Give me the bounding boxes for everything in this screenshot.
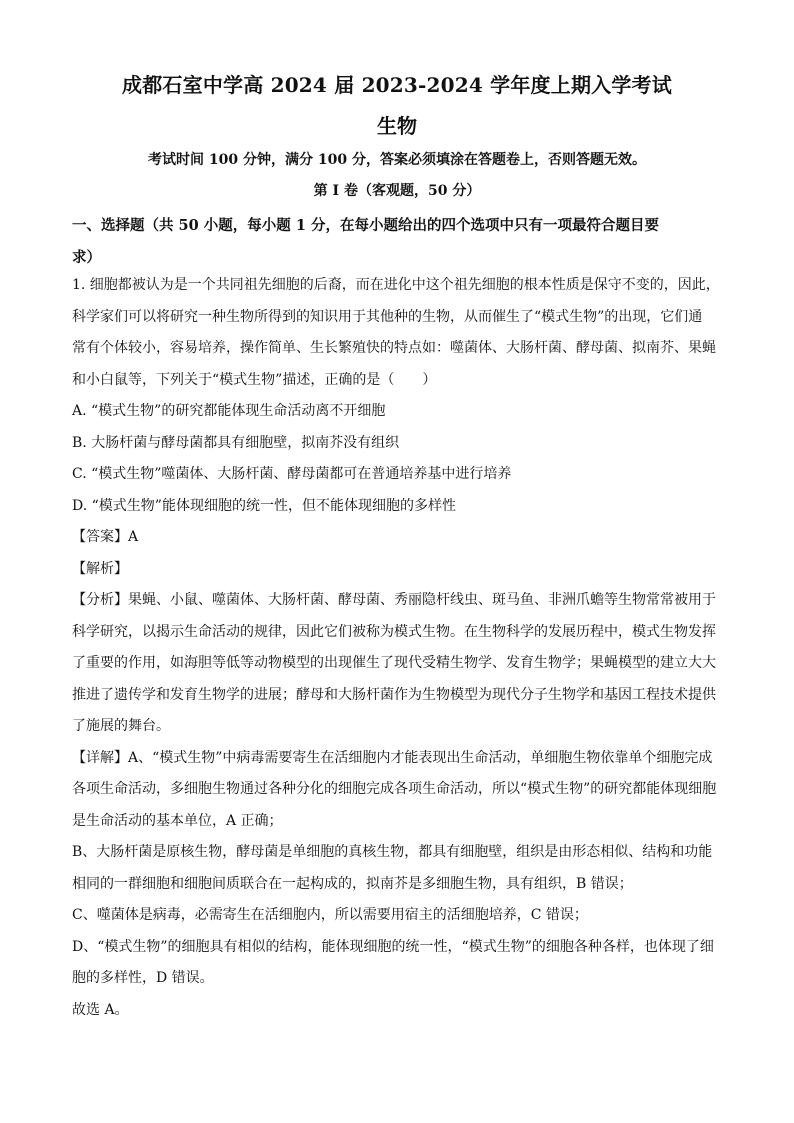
answer-label: 【答案】	[72, 529, 128, 545]
fenxi-line: 了重要的作用，如海胆等低等动物模型的出现催生了现代受精生物学、发育生物学；果蝇模型的建立大大	[72, 655, 716, 671]
answer-line	[72, 522, 722, 554]
xiangjie-line: 各项生命活动，多细胞生物通过各种分化的细胞完成各项生命活动，所以“模式生物”的研究都能体现细胞	[72, 781, 717, 797]
question-stem-line: 和小白鼠等，下列关于“模式生物”描述，正确的是（ ）	[72, 371, 437, 388]
fenxi-line: 推进了遗传学和发育生物学的进展；酵母和大肠杆菌作为生物模型为现代分子生物学和基因工程技术提供	[72, 686, 716, 703]
option-a: A. “模式生物”的研究都能体现生命活动离不开细胞	[72, 403, 386, 419]
answer-value: A	[128, 529, 139, 545]
fenxi-label: 【分析】	[72, 592, 128, 608]
exam-title: 成都石室中学高 2024 届 2023-2024 学年度上期入学考试	[122, 73, 672, 97]
xiangjie-line: D、“模式生物”的细胞具有相似的结构，能体现细胞的统一性，“模式生物”的细胞各种各样，也体现了细	[72, 938, 714, 955]
conclusion-line: 故选 A。	[72, 1001, 129, 1018]
fenxi-line: 科学研究，以揭示生命活动的规律，因此它们被称为模式生物。在生物科学的发展历程中，模式生物发挥	[72, 623, 716, 640]
xiangjie-line	[72, 743, 722, 775]
question-stem-line: 1. 细胞都被认为是一个共同祖先细胞的后裔，而在进化中这个祖先细胞的根本性质是保守不变的，因此，	[72, 277, 720, 293]
exam-instructions: 考试时间 100 分钟，满分 100 分，答案必须填涂在答题卷上，否则答题无效。	[148, 152, 646, 168]
option-b: B. 大肠杆菌与酵母菌都具有细胞壁，拟南芥没有组织	[72, 434, 400, 451]
fenxi-text: 果蝇、小鼠、噬菌体、大肠杆菌、酵母菌、秀丽隐杆线虫、斑马鱼、非洲爪蟾等生物常常被用于	[128, 592, 716, 608]
part-one-heading	[72, 210, 722, 273]
section-heading: 第 I 卷（客观题，50 分）	[313, 183, 481, 199]
xiangjie-label: 【详解】	[72, 749, 128, 766]
option-c: C. “模式生物”噬菌体、大肠杆菌、酵母菌都可在普通培养基中进行培养	[72, 466, 512, 482]
analysis-label: 【解析】	[72, 560, 128, 577]
fenxi-line: 了施展的舞台。	[72, 718, 170, 734]
option-d: D. “模式生物”能体现细胞的统一性，但不能体现细胞的多样性	[72, 497, 456, 514]
xiangjie-line: B、大肠杆菌是原核生物，酵母菌是单细胞的真核生物，都具有细胞壁，组织是由形态相似、结构和功能	[72, 844, 713, 860]
subject-title: 生物	[377, 114, 417, 138]
fenxi-line	[72, 585, 722, 617]
question-1	[72, 270, 722, 1026]
xiangjie-line: C、噬菌体是病毒，必需寄生在活细胞内，所以需要用宿主的活细胞培养，C 错误；	[72, 907, 588, 923]
question-stem-line: 常有个体较小，容易培养，操作简单、生长繁殖快的特点如：噬菌体、大肠杆菌、酵母菌、拟南芥、果蝇	[72, 340, 716, 356]
part-one-heading-line-1: 一、选择题（共 50 小题，每小题 1 分，在每小题给出的四个选项中只有一项最符合题目要	[72, 217, 659, 234]
xiangjie-text: A、“模式生物”中病毒需要寄生在活细胞内才能表现出生命活动，单细胞生物依靠单个细胞完成	[128, 749, 713, 766]
part-one-heading-line-2: 求）	[72, 248, 101, 266]
xiangjie-line: 相同的一群细胞和细胞间质联合在一起构成的，拟南芥是多细胞生物，具有组织，B 错误；	[72, 875, 633, 892]
xiangjie-line: 是生命活动的基本单位，A 正确；	[72, 812, 283, 829]
question-stem-line: 科学家们可以将研究一种生物所得到的知识用于其他种的生物，从而催生了“模式生物”的出现，它们通	[72, 308, 703, 325]
xiangjie-line: 胞的多样性，D 错误。	[72, 970, 214, 986]
